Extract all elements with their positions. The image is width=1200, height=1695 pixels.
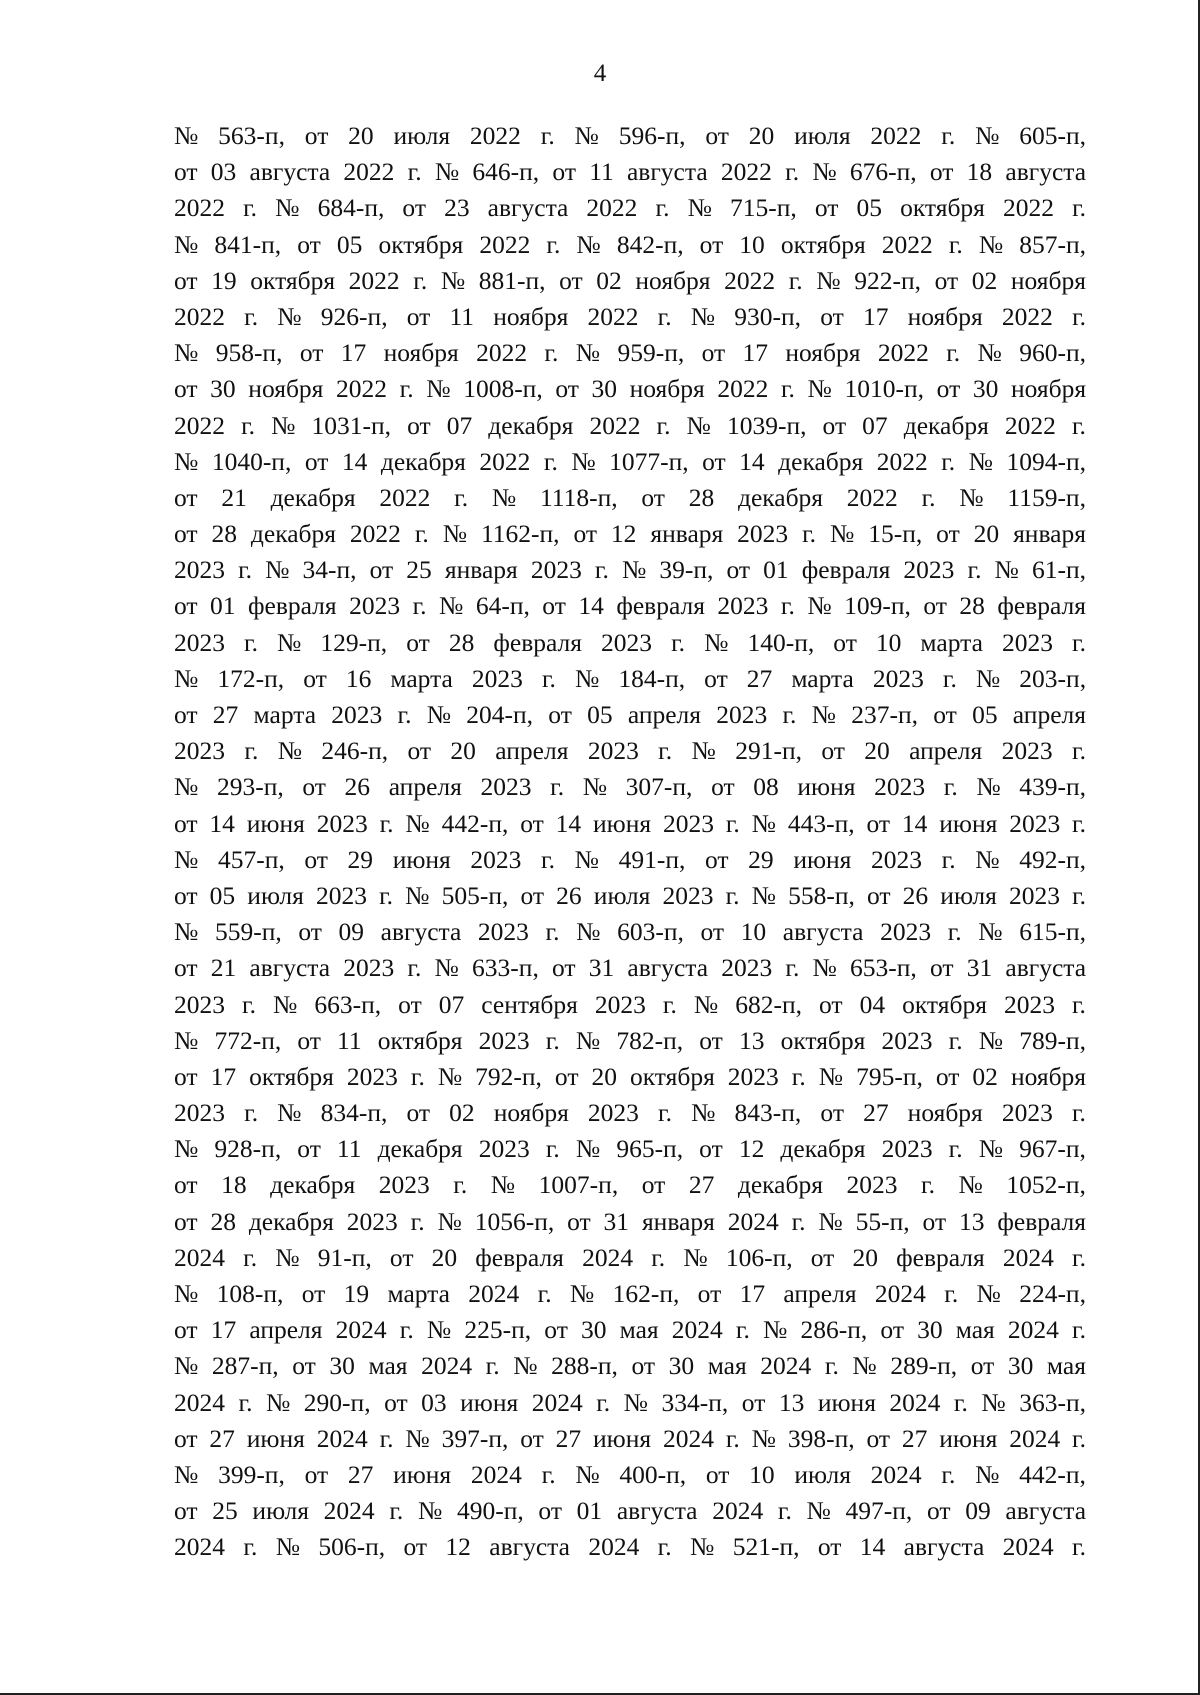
text-line: 2023 г. № 834-п, от 02 ноября 2023 г. № 843-п, от 27 ноября 2023 г.	[174, 1098, 1086, 1128]
text-line: 2024 г. № 91-п, от 20 февраля 2024 г. № 106-п, от 20 февраля 2024 г.	[174, 1242, 1087, 1272]
text-line: 2023 г. № 663-п, от 07 сентября 2023 г. № 682-п, от 04 октября 2023 г.	[174, 989, 1086, 1019]
text-line: от 17 октября 2023 г. № 792-п, от 20 октября 2023 г. № 795-п, от 02 ноября	[174, 1061, 1087, 1091]
text-line: от 17 апреля 2024 г. № 225-п, от 30 мая 2024 г. № 286-п, от 30 мая 2024 г.	[174, 1315, 1087, 1345]
text-line: 2023 г. № 129-п, от 28 февраля 2023 г. № 140-п, от 10 марта 2023 г.	[174, 627, 1086, 657]
text-line: от 21 декабря 2022 г. № 1118-п, от 28 декабря 2022 г. № 1159-п,	[174, 482, 1086, 512]
text-line: № 399-п, от 27 июня 2024 г. № 400-п, от 10 июля 2024 г. № 442-п,	[174, 1459, 1086, 1489]
text-line: 2022 г. № 926-п, от 11 ноября 2022 г. № 930-п, от 17 ноября 2022 г.	[174, 301, 1087, 331]
text-line: № 563-п, от 20 июля 2022 г. № 596-п, от 20 июля 2022 г. № 605-п,	[174, 121, 1087, 150]
text-line: № 928-п, от 11 декабря 2023 г. № 965-п, от 12 декабря 2023 г. № 967-п,	[174, 1134, 1086, 1164]
text-line: № 772-п, от 11 октября 2023 г. № 782-п, от 13 октября 2023 г. № 789-п,	[174, 1025, 1086, 1055]
text-line: № 287-п, от 30 мая 2024 г. № 288-п, от 30 мая 2024 г. № 289-п, от 30 мая	[174, 1351, 1086, 1381]
text-line: № 1040-п, от 14 декабря 2022 г. № 1077-п, от 14 декабря 2022 г. № 1094-п,	[174, 446, 1086, 476]
document-body-text	[174, 118, 1086, 1566]
text-line: 2024 г. № 506-п, от 12 августа 2024 г. № 521-п, от 14 августа 2024 г.	[174, 1532, 1086, 1562]
text-line: от 05 июля 2023 г. № 505-п, от 26 июля 2023 г. № 558-п, от 26 июля 2023 г.	[174, 880, 1087, 910]
text-line: 2023 г. № 246-п, от 20 апреля 2023 г. № 291-п, от 20 апреля 2023 г.	[174, 736, 1086, 766]
text-line: № 108-п, от 19 марта 2024 г. № 162-п, от 17 апреля 2024 г. № 224-п,	[174, 1279, 1086, 1308]
text-line: № 172-п, от 16 марта 2023 г. № 184-п, от 27 марта 2023 г. № 203-п,	[174, 663, 1087, 693]
text-line: от 18 декабря 2023 г. № 1007-п, от 27 декабря 2023 г. № 1052-п,	[174, 1170, 1086, 1200]
text-line: № 457-п, от 29 июня 2023 г. № 491-п, от 29 июня 2023 г. № 492-п,	[174, 844, 1086, 874]
text-line: от 27 марта 2023 г. № 204-п, от 05 апреля 2023 г. № 237-п, от 05 апреля	[174, 700, 1086, 729]
text-line: № 958-п, от 17 ноября 2022 г. № 959-п, от 17 ноября 2022 г. № 960-п,	[174, 338, 1086, 368]
text-line: от 25 июля 2024 г. № 490-п, от 01 августа 2024 г. № 497-п, от 09 августа	[174, 1496, 1087, 1526]
text-line: от 21 августа 2023 г. № 633-п, от 31 августа 2023 г. № 653-п, от 31 августа	[174, 953, 1087, 983]
text-line: № 293-п, от 26 апреля 2023 г. № 307-п, от 08 июня 2023 г. № 439-п,	[174, 772, 1087, 802]
text-line: № 841-п, от 05 октября 2022 г. № 842-п, от 10 октября 2022 г. № 857-п,	[174, 229, 1087, 259]
text-line: от 01 февраля 2023 г. № 64-п, от 14 февраля 2023 г. № 109-п, от 28 февраля	[174, 591, 1087, 621]
text-line: 2022 г. № 1031-п, от 07 декабря 2022 г. № 1039-п, от 07 декабря 2022 г.	[174, 410, 1086, 440]
page-number: 4	[593, 60, 607, 87]
text-line: 2022 г. № 684-п, от 23 августа 2022 г. № 715-п, от 05 октября 2022 г.	[174, 193, 1087, 223]
text-line: от 28 декабря 2023 г. № 1056-п, от 31 января 2024 г. № 55-п, от 13 февраля	[174, 1206, 1087, 1236]
text-line: от 28 декабря 2022 г. № 1162-п, от 12 января 2023 г. № 15-п, от 20 января	[174, 519, 1086, 549]
text-line: № 559-п, от 09 августа 2023 г. № 603-п, от 10 августа 2023 г. № 615-п,	[174, 917, 1087, 947]
text-line: 2024 г. № 290-п, от 03 июня 2024 г. № 334-п, от 13 июня 2024 г. № 363-п,	[174, 1387, 1086, 1417]
text-line: от 27 июня 2024 г. № 397-п, от 27 июня 2024 г. № 398-п, от 27 июня 2024 г.	[174, 1423, 1087, 1453]
text-line: 2023 г. № 34-п, от 25 января 2023 г. № 39-п, от 01 февраля 2023 г. № 61-п,	[174, 555, 1086, 585]
text-line: от 14 июня 2023 г. № 442-п, от 14 июня 2023 г. № 443-п, от 14 июня 2023 г.	[174, 808, 1087, 838]
text-line: от 30 ноября 2022 г. № 1008-п, от 30 ноября 2022 г. № 1010-п, от 30 ноября	[174, 374, 1087, 404]
text-line: от 19 октября 2022 г. № 881-п, от 02 ноября 2022 г. № 922-п, от 02 ноября	[174, 265, 1086, 295]
text-line: от 03 августа 2022 г. № 646-п, от 11 августа 2022 г. № 676-п, от 18 августа	[174, 157, 1087, 187]
